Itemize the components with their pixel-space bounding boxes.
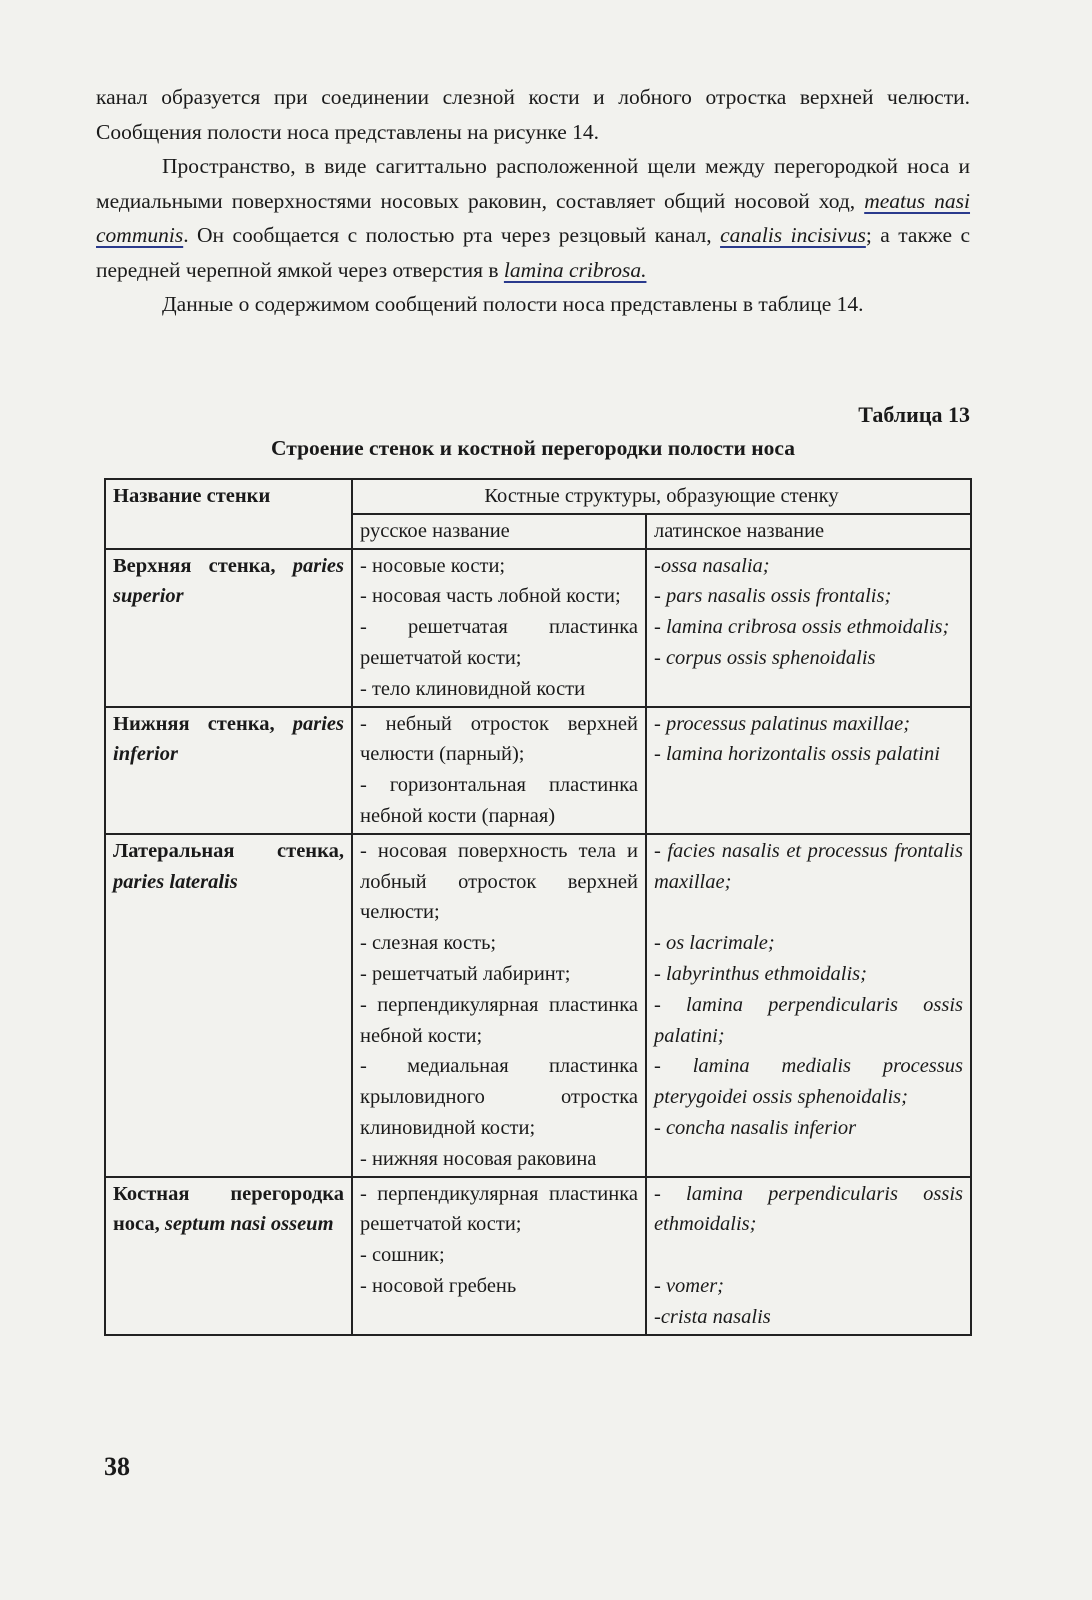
list-item: - pars nasalis ossis frontalis; xyxy=(654,585,892,608)
list-item xyxy=(654,897,963,928)
wall-name-cell: Костная перегородка носа, septum nasi osseum xyxy=(105,1177,352,1335)
list-item: - перпендикулярная пластинка решетчатой кости; xyxy=(360,1182,638,1236)
list-item: - горизонтальная пластинка небной кости (парная) xyxy=(360,774,638,827)
paragraph-3: Данные о содержимом сообщений полости носа представлены в таблице 14. xyxy=(162,292,864,316)
wall-name-cell: Верхняя стенка, paries superior xyxy=(105,549,352,707)
list-item: - носовая поверхность тела и лобный отросток верхней челюсти; xyxy=(360,839,638,924)
table-row xyxy=(105,707,971,834)
latin-names-cell xyxy=(646,549,971,707)
wall-name-cell: Нижняя стенка, paries inferior xyxy=(105,707,352,834)
russian-names-cell xyxy=(352,834,646,1177)
russian-names-cell xyxy=(352,707,646,834)
page-number: 38 xyxy=(104,1452,130,1481)
latin-names-cell xyxy=(646,707,971,834)
list-item: - решетчатый лабиринт; xyxy=(360,962,571,985)
body-text xyxy=(96,80,970,322)
list-item: - concha nasalis inferior xyxy=(654,1116,857,1139)
latin-names-cell xyxy=(646,1177,971,1335)
paragraph-2: Пространство, в виде сагиттально расположенной щели между перегородкой носа и медиальными поверхностями носовых раковин, составляет общий носовой ход, meatus nasi communis. Он сообщается с полостью рта через резцовый канал, canalis incisivus; а также с передней черепной ямкой через отверстия в lamina cribrosa. xyxy=(96,154,971,282)
russian-names-cell xyxy=(352,1177,646,1335)
list-item: - небный отросток верхней челюсти (парный); xyxy=(360,712,638,766)
table-number: Таблица 13 xyxy=(858,402,970,427)
list-item: - lamina perpendicularis ossis palatini; xyxy=(654,993,963,1047)
list-item: - facies nasalis et processus frontalis maxillae; xyxy=(654,839,963,893)
list-item: - processus palatinus maxillae; xyxy=(654,712,911,735)
table-header-row xyxy=(105,479,971,514)
table-title: Строение стенок и костной перегородки полости носа xyxy=(271,436,795,460)
list-item: - lamina cribrosa ossis ethmoidalis; xyxy=(654,616,950,639)
header-group: Костные структуры, образующие стенку xyxy=(352,479,971,514)
latin-term: canalis incisivus xyxy=(720,223,866,247)
list-item: - lamina medialis processus pterygoidei ossis sphenoidalis; xyxy=(654,1055,963,1109)
list-item: - носовые кости; xyxy=(360,554,506,577)
header-name: Название стенки xyxy=(105,479,352,549)
list-item: - перпендикулярная пластинка небной кости; xyxy=(360,993,638,1047)
latin-term: meatus nasi communis xyxy=(96,188,971,247)
table-row xyxy=(105,834,971,1177)
list-item: - решетчатая пластинка решетчатой кости; xyxy=(360,616,638,669)
header-la: латинское название xyxy=(646,514,971,549)
list-item: - os lacrimale; xyxy=(654,932,775,955)
list-item: - тело клиновидной кости xyxy=(360,677,586,700)
wall-name-cell: Латеральная стенка, paries lateralis xyxy=(105,834,352,1177)
list-item: - медиальная пластинка крыловидного отростка клиновидной кости; xyxy=(360,1055,638,1139)
list-item: -crista nasalis xyxy=(654,1305,771,1328)
list-item: - corpus ossis sphenoidalis xyxy=(654,646,876,669)
latin-term: lamina cribrosa. xyxy=(503,257,647,282)
list-item: - vomer; xyxy=(654,1274,725,1297)
table-row xyxy=(105,549,971,707)
list-item xyxy=(654,1240,963,1271)
list-item: - labyrinthus ethmoidalis; xyxy=(654,962,867,985)
table-body xyxy=(105,549,971,1335)
header-ru: русское название xyxy=(352,514,646,549)
walls-table xyxy=(104,478,972,1336)
list-item: - слезная кость; xyxy=(360,932,497,955)
russian-names-cell xyxy=(352,549,646,707)
latin-names-cell xyxy=(646,834,971,1177)
list-item: - сошник; xyxy=(360,1244,445,1267)
list-item: -ossa nasalia; xyxy=(654,554,770,577)
list-item: - lamina perpendicularis ossis ethmoidalis; xyxy=(654,1182,963,1236)
table-row xyxy=(105,1177,971,1335)
paragraph-1: канал образуется при соединении слезной кости и лобного отростка верхней челюсти. Сообщения полости носа представлены на рисунке 14. xyxy=(96,85,970,144)
list-item: - носовая часть лобной кости; xyxy=(360,585,621,608)
list-item: - нижняя носовая раковина xyxy=(360,1147,597,1170)
list-item: - lamina horizontalis ossis palatini xyxy=(654,743,940,766)
list-item: - носовой гребень xyxy=(360,1274,517,1297)
